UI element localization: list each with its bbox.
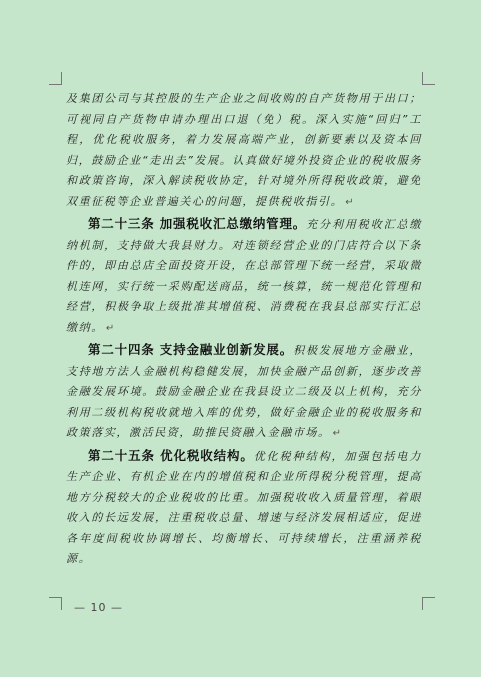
article-23: [66, 214, 422, 339]
paragraph-text: 及集团公司与其控股的生产企业之间收购的自产货物用于出口；可视同自产货物申请办理出口退（免）税。深入实施“回归”工程，优化税收服务，着力发展高端产业，创新要素以及资本回归，鼓励企业“走出去”发展。认真做好境外投资企业的税收服务和政策咨询，深入解读税收协定，针对境外所得税收政策，避免双重征税等企业普遍关心的问题，提供税收指引。: [66, 92, 422, 208]
document-body: [66, 89, 422, 570]
article-heading: 第二十四条 支持金融业创新发展。: [88, 342, 294, 357]
article-heading: 第二十五条 优化税收结构。: [88, 447, 254, 463]
crop-mark-top-right: [422, 72, 435, 85]
article-24: [66, 340, 422, 445]
article-25: [66, 446, 422, 570]
paragraph-text: 充分利用税收汇总缴纳机制，支持做大我县财力。对连锁经营企业的门店符合以下条件的，即由总店全面投资开设，在总部管理下统一经营，采取微机连网，实行统一采购配送商品，统一核算，统一规范化管理和经营，积极争取上级批准其增值税、消费税在我县总部实行汇总缴纳。: [66, 218, 422, 334]
paragraph-mark-icon: ↵: [105, 322, 115, 334]
crop-mark-bottom-right: [422, 597, 435, 610]
paragraph-continuation: [66, 89, 422, 213]
crop-mark-bottom-left: [49, 597, 62, 610]
paragraph-text: 优化税种结构，加强包括电力生产企业、有机企业在内的增值税和企业所得税分税管理，提高地方分税较大的企业税收的比重。加强税收收入质量管理，着眼收入的长远发展，注重税收总量、增速与经济发展相适应，促进各年度间税收协调增长、均衡增长、可持续增长，注重涵养税源。: [66, 449, 422, 565]
page-number: — 10 —: [74, 601, 123, 614]
paragraph-mark-icon: ↵: [345, 196, 354, 208]
article-heading: 第二十三条 加强税收汇总缴纳管理。: [88, 216, 307, 231]
paragraph-text: 积极发展地方金融业，支持地方法人金融机构稳健发展，加快金融产品创新，逐步改善金融发展环境。鼓励金融企业在我县设立二级及以上机构，充分利用二级机构税收就地入库的优势，做好金融企业的税收服务和政策落实，激活民资，助推民资融入金融市场。: [66, 344, 422, 439]
paragraph-mark-icon: ↵: [332, 428, 341, 439]
crop-mark-top-left: [49, 72, 62, 85]
